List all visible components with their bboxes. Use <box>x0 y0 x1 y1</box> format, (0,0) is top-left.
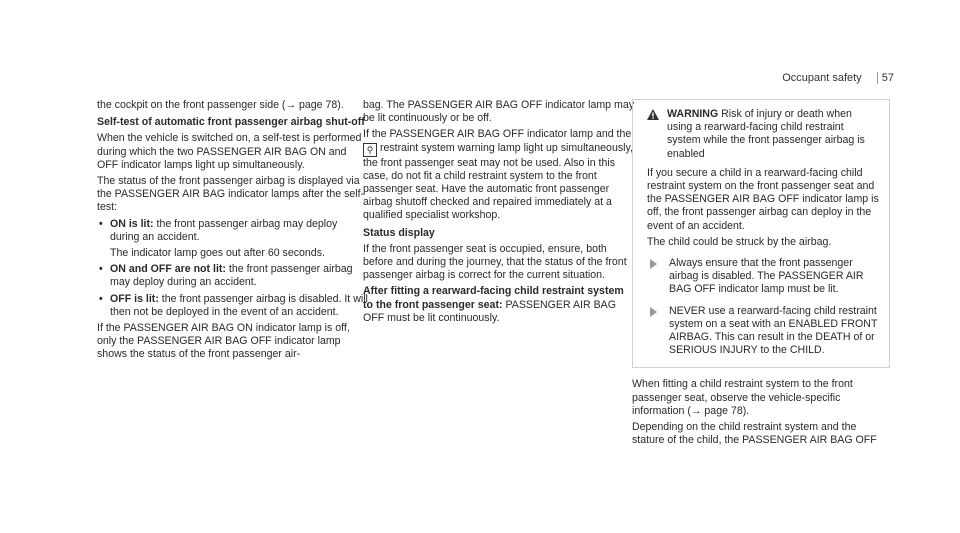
paragraph: When the vehicle is switched on, a self-test is performed during which the two PASSENGER AIR BAG ON and OFF indicator lamps light up simultaneously. <box>97 132 362 171</box>
column-left <box>97 99 369 365</box>
action-arrow-icon <box>650 307 657 317</box>
section-title: Occupant safety <box>782 72 862 84</box>
warning-title <box>667 108 879 161</box>
paragraph: The status of the front passenger airbag is displayed via the PASSENGER AIR BAG indicator lamps after the self-test: <box>97 175 365 214</box>
action-text: Always ensure that the front passenger airbag is disabled. The PASSENGER AIR BAG OFF indicator lamp must be lit. <box>669 257 864 296</box>
warning-header <box>647 108 879 161</box>
column-middle <box>363 99 635 328</box>
paragraph: When fitting a child restraint system to the front passenger seat, observe the vehicle-specific information (→ page 78). <box>632 378 853 417</box>
warning-title-text: Risk of injury or death when using a rearward-facing child restraint system while the front passenger airbag is enabled <box>667 108 865 160</box>
list-item-note: The indicator lamp goes out after 60 seconds. <box>110 247 325 260</box>
paragraph-text: If the PASSENGER AIR BAG OFF indicator lamp and the <box>363 128 632 141</box>
page-header <box>782 72 894 85</box>
warning-label: WARNING <box>667 108 719 120</box>
airbag-warning-lamp-icon: ⚲ <box>363 143 377 157</box>
page-number: 57 <box>877 72 894 84</box>
list-item <box>97 218 369 261</box>
paragraph <box>363 285 635 325</box>
paragraph: Depending on the child restraint system and the stature of the child, the PASSENGER AIR BAG OFF <box>632 421 877 447</box>
list-item-label: ON and OFF are not lit: <box>110 263 226 276</box>
inline-heading: After fitting a rearward-facing child restraint system to the front passenger seat: <box>363 285 624 311</box>
paragraph <box>363 128 635 222</box>
list-item-label: OFF is lit: <box>110 292 159 305</box>
warning-box <box>632 99 890 368</box>
paragraph: bag. The PASSENGER AIR BAG OFF indicator lamp may be lit continuously or be off. <box>363 99 635 125</box>
action-text: NEVER use a rearward-facing child restraint system on a seat with an ENABLED FRONT AIRBAG. This can result in the DEATH of or SERIOUS INJURY to the CHILD. <box>669 304 878 357</box>
warning-paragraph: If you secure a child in a rearward-facing child restraint system on the front passenger seat and the PASSENGER AIR BAG OFF indicator lamp is off, the front passenger airbag can deploy in the event of an accident. <box>647 166 879 232</box>
list-item-text: the front passenger airbag may deploy during an accident. <box>110 217 338 243</box>
action-item <box>647 305 879 358</box>
paragraph: If the front passenger seat is occupied, ensure, both before and during the journey, that the status of the front passenger airbag is correct for the current situation. <box>363 242 627 282</box>
section-heading: Self-test of automatic front passenger airbag shut-off <box>97 116 365 129</box>
list-item-label: ON is lit: <box>110 217 154 230</box>
warning-paragraph: The child could be struck by the airbag. <box>647 235 832 248</box>
list-item <box>97 263 369 289</box>
paragraph-text: restraint system warning lamp light up simultaneously, the front passenger seat may not be used. Also in this case, do not fit a child restraint system to the front passenger seat. Have the automatic front passenger airbag shutoff checked and repaired immediately at a qualified specialist workshop. <box>363 141 633 222</box>
list-item-text: the front passenger airbag may deploy during an accident. <box>110 263 353 289</box>
column-right <box>632 99 890 450</box>
action-arrow-icon <box>650 259 657 269</box>
status-list <box>97 218 369 319</box>
warning-triangle-icon <box>647 109 659 120</box>
list-item <box>97 293 369 319</box>
list-item-text: the front passenger airbag is disabled. It will then not be deployed in the event of an accident. <box>110 292 368 318</box>
section-heading: Status display <box>363 226 435 239</box>
paragraph: the cockpit on the front passenger side (→ page 78). <box>97 99 344 111</box>
paragraph: If the PASSENGER AIR BAG ON indicator lamp is off, only the PASSENGER AIR BAG OFF indicator lamp shows the status of the front passenger air- <box>97 322 350 361</box>
action-item <box>647 257 879 297</box>
paragraph-text: PASSENGER AIR BAG OFF must be lit continuously. <box>363 298 616 324</box>
